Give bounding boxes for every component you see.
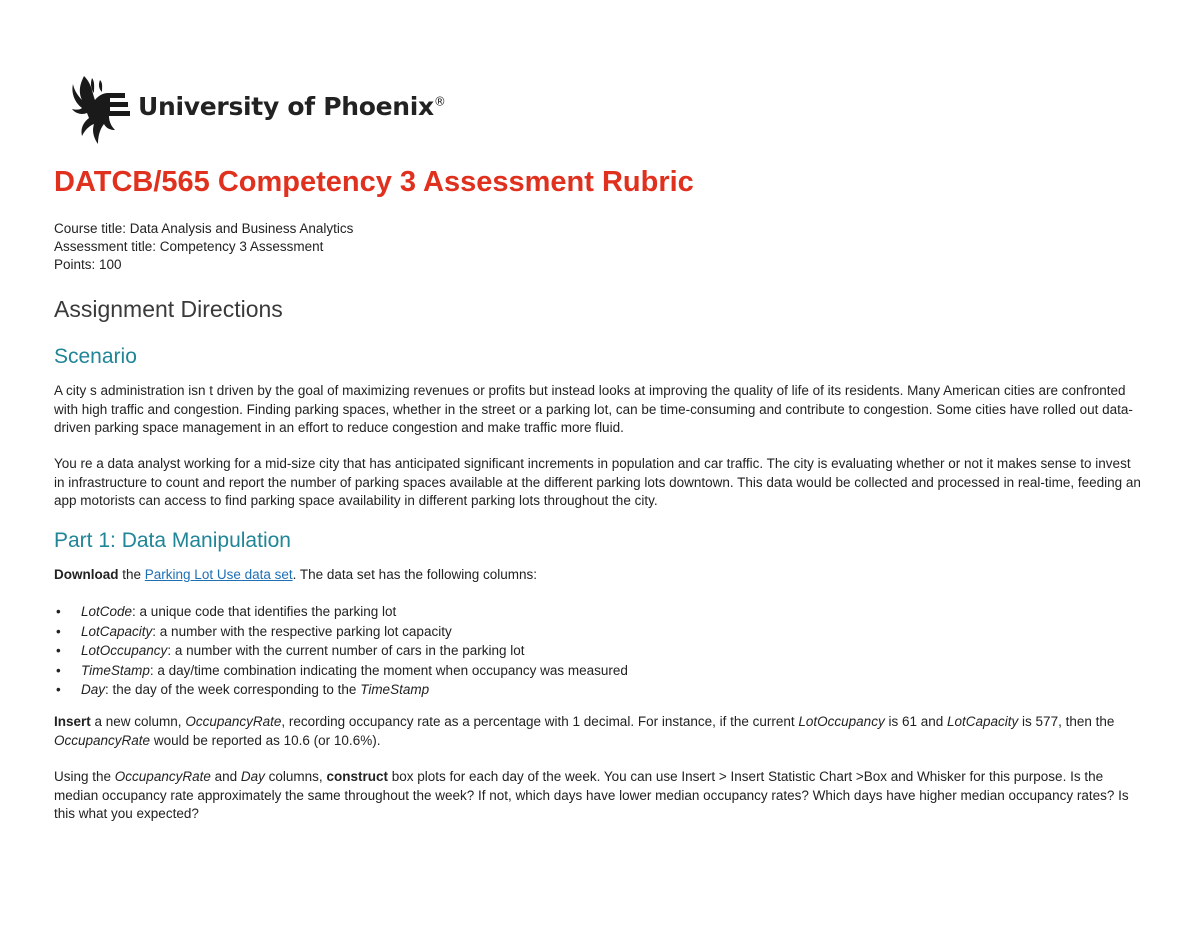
insert-text-3: is 61 and [884,714,947,729]
list-item [54,641,628,661]
insert-italic-2: LotOccupancy [798,714,885,729]
bullet-icon: • [56,643,61,658]
construct-keyword: construct [326,769,388,784]
column-desc: : the day of the week corresponding to the [105,682,361,697]
scenario-paragraph-1: A city s administration isn t driven by the goal of maximizing revenues or profits but instead looks at improving the quality of life of its residents. Many American cities are confronted with high traffic and congestion. Finding parking spaces, whether in the street or a parking lot, can be time-consuming and contribute to congestion. Some cities have rolled out data-driven parking space management in an effort to reduce congestion and make traffic more fluid. [54,383,1133,435]
construct-italic-2: Day [240,769,265,784]
points: Points: 100 [54,257,122,272]
construct-text-2: and [210,769,241,784]
bullet-icon: • [56,662,61,678]
insert-text-1: a new column, [90,714,186,729]
bullet-icon: • [56,682,61,697]
scenario-paragraph-2: You re a data analyst working for a mid-size city that has anticipated significant increments in population and car traffic. The city is evaluating whether or not it makes sense to invest in infrastructure to count and report the number of parking spaces available at the different parking lots downtown. This data would be collected and processed in real-time, feeding an app motorists can access to find parking space availability in different parking lots throughout the city. [54,456,1141,508]
part1-heading: Part 1: Data Manipulation [54,529,291,552]
course-meta [54,220,353,274]
column-name: TimeStamp [81,662,150,678]
construct-text-1: Using the [54,769,115,784]
registered-mark: ® [433,94,446,109]
construct-italic-1: OccupancyRate [114,769,211,784]
list-item [54,622,628,642]
page-title: DATCB/565 Competency 3 Assessment Rubric [54,166,694,198]
list-item [54,661,628,681]
column-name: LotCapacity [81,623,153,639]
download-rest: . The data set has the following columns: [292,567,538,582]
column-desc: : a number with the current number of cars in the parking lot [167,643,525,658]
assessment-title: Assessment title: Competency 3 Assessment [54,239,324,254]
construct-text-4: box plots for each day of the week. You can use Insert > Insert Statistic Chart >Box and Whisker for this purpose. Is the median occupancy rate approximately the same throughout the week? If not, which days have lower median occupancy rates? Which days have higher median occupancy rates? Is this what you expected? [54,769,1129,821]
dataset-link[interactable]: Parking Lot Use data set [144,567,293,582]
insert-text-2: , recording occupancy rate as a percentage with 1 decimal. For instance, if the current [281,714,799,729]
insert-text-5: would be reported as 10.6 (or 10.6%). [150,732,381,748]
university-logo [70,74,446,146]
construct-paragraph [54,768,1144,824]
insert-italic-1: OccupancyRate [185,714,282,729]
insert-italic-4: OccupancyRate [54,732,151,748]
download-the: the [118,567,145,582]
bullet-icon: • [56,604,61,619]
scenario-heading: Scenario [54,345,137,368]
insert-italic-3: LotCapacity [947,714,1019,729]
download-keyword: Download [54,567,119,582]
download-paragraph [54,566,1144,585]
assignment-directions-heading: Assignment Directions [54,296,283,322]
insert-keyword: Insert [54,714,91,729]
column-desc: : a day/time combination indicating the moment when occupancy was measured [149,662,628,678]
university-name-text: University of Phoenix [138,91,434,121]
list-item [54,602,628,622]
list-item [54,680,628,700]
column-desc-italic: TimeStamp [360,682,430,697]
column-desc: : a unique code that identifies the parking lot [132,604,397,619]
insert-text-4: is 577, then the [1018,714,1115,729]
column-name: LotOccupancy [81,643,168,658]
insert-paragraph [54,713,1144,750]
course-title: Course title: Data Analysis and Business Analytics [54,221,354,236]
column-name: Day [81,682,106,697]
column-name: LotCode [81,604,133,619]
bullet-icon: • [56,623,61,639]
phoenix-bird-icon [70,74,132,146]
column-list [54,602,628,700]
column-desc: : a number with the respective parking lot capacity [152,623,452,639]
construct-text-3: columns, [264,769,327,784]
university-name [138,92,446,121]
